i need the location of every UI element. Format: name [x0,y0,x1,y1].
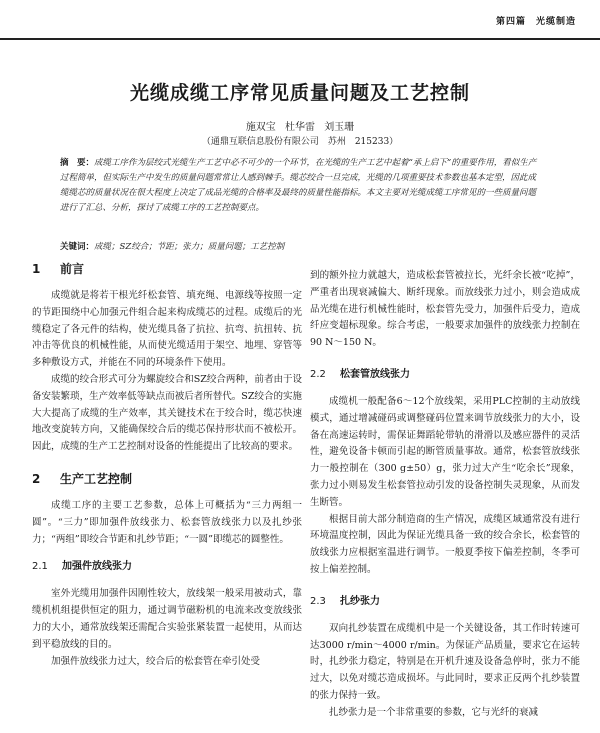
running-header-text: 第四篇 光缆制造 [495,17,576,27]
section-heading [32,468,302,490]
paragraph: 成缆的绞合形式可分为螺旋绞合和SZ绞合两种，前者由于设备安装繁琐，生产效率低等缺点而被后者所替代。SZ绞合的实施大大提高了成缆的生产效率，其关键技术在于绞合时，缆芯快速地改变旋转方向，又能确保绞合后的缆芯保持形状而不被松开。因此，成缆的生产工艺控制对设备的性能提出了比较高的要求。 [32,373,302,453]
section-title: 前言 [60,262,85,276]
running-header [0,0,600,40]
paragraph: 室外光缆用加强件因刚性较大，放线架一般采用被动式，靠缆机机组提供恒定的阻力，通过调节磁粉机的电流来改变放线张力的大小，通常放线架还需配合实验张紧装置一起使用，从而达到平稳放线的目的。 [32,588,302,650]
keywords [60,240,538,252]
paragraph: 加强件放线张力过大，绞合后的松套管在牵引处受 [51,655,261,667]
left-column [32,258,302,670]
section-number: 1 [32,262,41,276]
section-heading [32,258,302,280]
keywords-text: 成缆；SZ绞合；节距；张力；质量问题；工艺控制 [94,242,285,252]
paragraph: 根据目前大部分制造商的生产情况，成缆区域通常没有进行环境温度控制，因此为保证光缆具备一致的绞合余长，松套管的放线张力应根据室温进行调节。一般夏季按下偏差控制，冬季可按上偏差控制。 [310,513,580,575]
subsection-heading [310,364,580,386]
subsection-number: 2.2 [310,368,326,380]
paper-title: 光缆成缆工序常见质量问题及工艺控制 [129,82,470,104]
subsection-heading [32,556,302,578]
subsection-number: 2.1 [32,561,48,573]
subsection-number: 2.3 [310,595,326,607]
right-column [310,268,580,722]
author-list [0,118,600,133]
section-number: 2 [32,471,41,486]
paragraph: 成缆工序的主要工艺参数，总体上可概括为“三力两组一圆”。“三力”即加强件放线张力、松套管放线张力以及扎纱张力；“两组”即绞合节距和扎纱节距；“一圆”即缆芯的圆整性。 [32,499,302,545]
paragraph: 双向扎纱装置在成缆机中是一个关键设备，其工作时转速可达3000 r/min～4000 r/min。为保证产品质量，要求它在运转时，扎纱张力稳定，特别是在开机升速及设备急停时，张力不能过大，以免对缆芯造成损坏。与此同时，要求正反两个扎纱装置的张力保持一致。 [310,622,580,701]
abstract-label: 摘 要： [60,158,95,168]
abstract [60,156,538,216]
subsection-title: 加强件放线张力 [62,561,132,573]
paragraph: 成缆就是将若干根光纤松套管、填充绳、电源线等按照一定的节距围绕中心加强元件组合起来构成缆芯的过程。成缆后的光缆稳定了各元件的结构，使光缆具备了抗拉、抗弯、抗扭转、抗冲击等优良的机械性能，从而使光缆适用于架空、地埋、穿管等多种敷设方式，并能在不同的环境条件下使用。 [32,290,302,369]
author-name: 施双宝 [245,122,276,133]
paragraph: 到的额外拉力就越大，造成松套管被拉长，光纤余长被“吃掉”，严重者出现衰减偏大、断纤现象。而放线张力过小，则会造成成品光缆在进行机械性能时，松套管先受力，加强件后受力，造成纤应变超标现象。综合考虑，一般要求加强件的放线张力控制在90 N～150 N。 [310,270,580,349]
affiliation: （通鼎互联信息股份有限公司 苏州 215233） [201,137,399,147]
abstract-text: 成缆工序作为层绞式光缆生产工艺中必不可少的一个环节，在光缆的生产工艺中起着“承上启下”的重要作用，看似生产过程简单，但实际生产中发生的质量问题常常让人感到棘手。缆芯绞合一旦完成，光缆的几项重要技术参数也基本定型，因此成缆缆芯的质量状况在很大程度上决定了成品光缆的合格率及最终的质量性能指标。本文主要对光缆成缆工序常见的一些质量问题进行了汇总、分析，探讨了成缆工序的工艺控制要点。 [60,158,537,213]
paragraph: 成缆机一般配备6～12个放线架，采用PLC控制的主动放线模式，通过增减碰码或调整碰码位置来调节放线张力的大小，设备在高速运转时，需保证舞蹈轮带轨的滑滑以及感应器件的灵活性，避免设备卡顿而引起的断管质量事故。通常，松套管放线张力一般控制在（300 g±50）g，张力过大产生“吃余长”现象，张力过小则易发生松套管拉动引发的设备控制失灵现象，从而发生断管。 [310,395,580,508]
subsection-title: 扎纱张力 [340,595,380,607]
section-title: 生产工艺控制 [60,471,133,486]
keywords-label: 关键词： [60,242,95,252]
author-name: 刘玉珊 [324,122,355,133]
subsection-title: 松套管放线张力 [340,368,410,380]
subsection-heading [310,591,580,613]
author-name: 杜华雷 [285,122,315,133]
paragraph: 扎纱张力是一个非常重要的参数，它与光纤的衰减 [329,706,539,718]
